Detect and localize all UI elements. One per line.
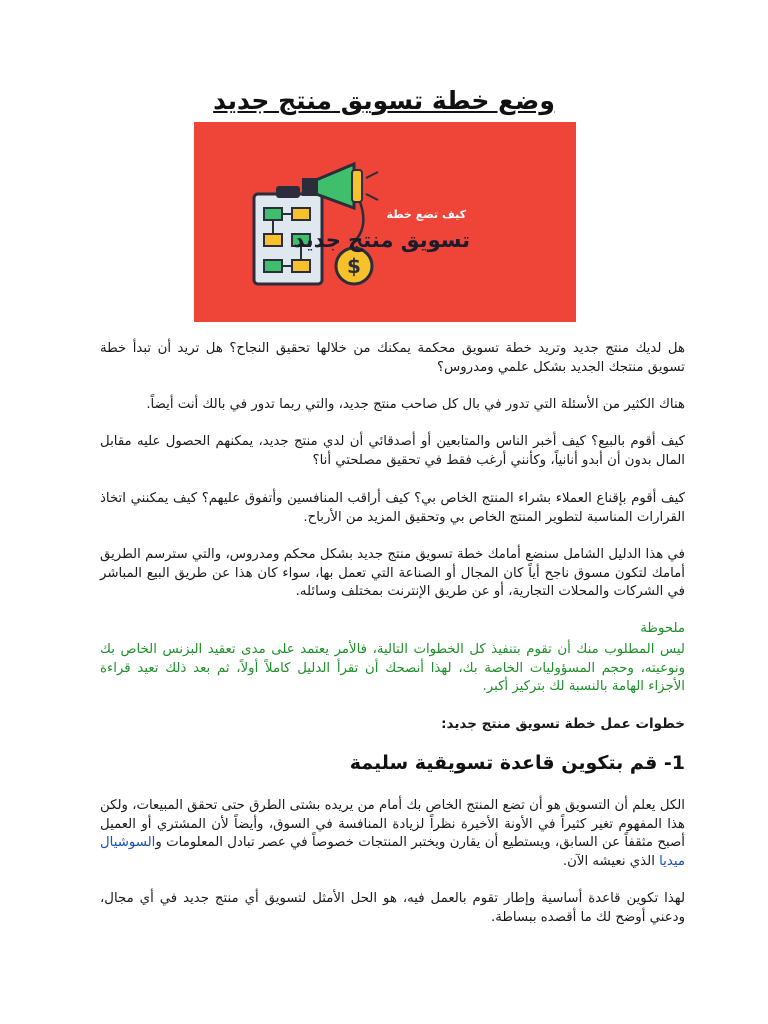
section-1-heading: 1- قم بتكوين قاعدة تسويقية سليمة [349,752,685,774]
banner-subtitle: كيف تضع خطة [386,208,466,221]
intro-paragraph-5: في هذا الدليل الشامل سنضع أمامك خطة تسويق منتج جديد بشكل محكم ومدروس، والتي سترسم الطريق أمامك لتكون مسوق ناجح أياً كان المجال أو الصناعة التي تعمل بها، سواء كان هذا عن طريق البيع المباشر في الشركات والمحلات التجارية، أو عن طريق الإنترنت بمختلف وسائله. [100,547,685,599]
intro-paragraph-4: كيف أقوم بإقناع العملاء بشراء المنتج الخاص بي؟ كيف أراقب المنافسين وأتفوق عليهم؟ كيف يمكنني اتخاذ القرارات المناسبة لتطوير المنتج الخاص بي وتحقيق المزيد من الأرباح. [100,491,685,525]
section-1-paragraph-1 [100,797,685,871]
intro-paragraph-2: هناك الكثير من الأسئلة التي تدور في بال كل صاحب منتج جديد، والتي ربما تدور في بالك أنت أيضاً. [146,397,685,412]
steps-heading: خطوات عمل خطة تسويق منتج جديد: [441,716,685,732]
note-text: ليس المطلوب منك أن تقوم بتنفيذ كل الخطوات التالية، فالأمر يعتمد على مدى تعقيد البزنس الخاص بك ونوعيته، وحجم المسؤوليات الخاصة بك، لهذا أنصحك أن تقرأ الدليل كاملاً أولاً، ثم بعد ذلك تعيد قراءة الأجزاء الهامة بالنسبة لك بتركيز أكبر. [100,642,685,694]
intro-paragraph-1: هل لديك منتج جديد وتريد خطة تسويق محكمة يمكنك من خلالها تحقيق النجاح؟ هل تريد أن تبدأ خطة تسويق منتجك الجديد بشكل علمي ومدروس؟ [100,341,685,375]
banner-headline: تسويق منتج جديد [293,228,470,252]
marketing-plan-illustration [194,122,576,322]
section-1-text-end: الذي نعيشه الآن. [562,853,660,869]
intro-paragraph-3: كيف أقوم بالبيع؟ كيف أخبر الناس والمتابعين أو أصدقائي أن لدي منتج جديد، يمكنهم الحصول عليه مقابل المال بدون أن أبدو أنانياً، وكأنني أرغب فقط في تحقيق مصلحتي أنا؟ [100,434,685,468]
svg-text:$: $ [347,254,361,278]
document-title: وضع خطة تسويق منتج جديد [213,86,555,115]
social-media-link[interactable]: السوشيال ميديا [100,835,685,869]
note-label: ملحوظة [640,621,685,636]
section-1-text: الكل يعلم أن التسويق هو أن تضع المنتج الخاص بك أمام من يريده بشتى الطرق حتى تحقق المبيعات، ولكن هذا المفهوم تغير كثيراً في الأونة الأخيرة نظراً لزيادة المنافسة في السوق، وأيضاً لأن المشتري أو العميل أصبح مثقفاً عن السابق، ويستطيع أن يقارن ويختبر المنتجات خصوصاً في عصر تبادل المعلومات و [100,798,685,850]
hero-banner [194,122,576,322]
section-1-paragraph-2: لهذا تكوين قاعدة أساسية وإطار تقوم بالعمل فيه، هو الحل الأمثل لتسويق أي منتج جديد في أي مجال، ودعني أوضح لك ما أقصده ببساطة. [100,891,685,925]
dollar-coin-icon [336,248,372,284]
